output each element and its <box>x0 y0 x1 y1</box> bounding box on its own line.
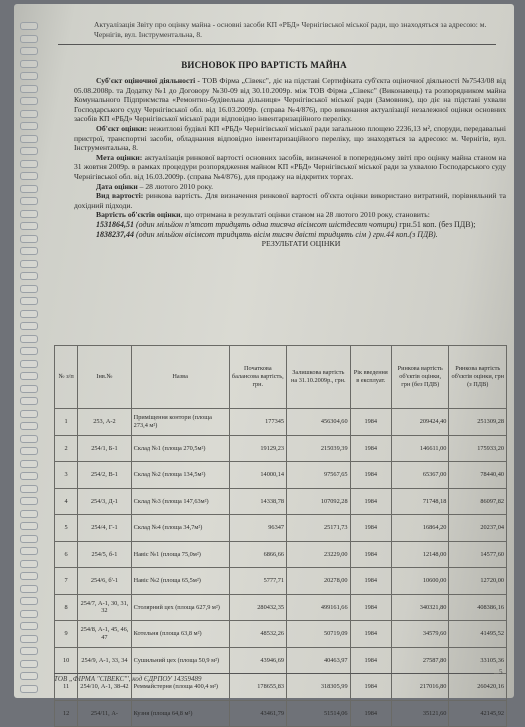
cell-residual: 25171,73 <box>287 515 351 542</box>
spiral-coil <box>20 672 38 680</box>
cell-year: 1984 <box>350 621 391 648</box>
col-header-name: Назва <box>131 346 229 409</box>
cell-num: 12 <box>55 700 78 727</box>
cell-market-vat: 42145,92 <box>449 700 507 727</box>
spiral-coil <box>20 347 38 355</box>
result-paragraph <box>74 210 506 220</box>
sum-with-vat <box>74 230 506 240</box>
col-header-initial-cost: Початкова балансова вартість, грн. <box>229 346 287 409</box>
spiral-coil <box>20 572 38 580</box>
page-number: 5 <box>499 668 503 676</box>
cell-initial-cost: 6866,66 <box>229 541 287 568</box>
cell-market-novat: 34579,60 <box>391 621 449 648</box>
results-table <box>54 345 507 727</box>
spiral-coil <box>20 635 38 643</box>
cell-year: 1984 <box>350 647 391 674</box>
cell-market-novat: 209424,40 <box>391 409 449 436</box>
cell-year: 1984 <box>350 435 391 462</box>
cell-name: Навіс №1 (площа 75,0м²) <box>131 541 229 568</box>
purpose-text: актуалізація ринкової вартості основних засобів, визначеної в попередньому звіті про оцінку майна станом на 31 жовтня 2009р. в рамках процедури розпорядження майном КП «РБД» Чернігівської міської ради за ухвалою Господарського суду Чернігівської обл. від 16.03.2009р. (справа №4/876), для продажу на відкритих торгах. <box>74 152 506 181</box>
spiral-coil <box>20 610 38 618</box>
cell-inv: 253, А-2 <box>78 409 131 436</box>
table-row <box>55 541 507 568</box>
spiral-coil <box>20 72 38 80</box>
cell-residual: 20278,00 <box>287 568 351 595</box>
document-title: ВИСНОВОК ПРО ВАРТІСТЬ МАЙНА <box>181 60 347 70</box>
spiral-coil <box>20 210 38 218</box>
date-paragraph <box>74 182 506 192</box>
cell-initial-cost: 280432,35 <box>229 594 287 621</box>
spiral-coil <box>20 622 38 630</box>
cell-residual: 456304,60 <box>287 409 351 436</box>
cell-market-novat: 71748,18 <box>391 488 449 515</box>
table-row <box>55 700 507 727</box>
cell-year: 1984 <box>350 462 391 489</box>
cell-residual: 215039,39 <box>287 435 351 462</box>
cell-inv: 254/8, А-1, 45, 46, 47 <box>78 621 131 648</box>
spiral-coil <box>20 460 38 468</box>
cell-year: 1984 <box>350 515 391 542</box>
spiral-coil <box>20 285 38 293</box>
cell-initial-cost: 14338,78 <box>229 488 287 515</box>
cell-name: Навіс №2 (площа 65,5м²) <box>131 568 229 595</box>
spiral-coil <box>20 435 38 443</box>
cell-residual: 499161,66 <box>287 594 351 621</box>
spiral-coil <box>20 197 38 205</box>
cell-inv: 254/2, В-1 <box>78 462 131 489</box>
spiral-coil <box>20 485 38 493</box>
spiral-binding <box>14 4 38 698</box>
table-row <box>55 435 507 462</box>
document-body <box>74 76 506 249</box>
cell-name: Склад №4 (площа 34,7м²) <box>131 515 229 542</box>
spiral-coil <box>20 497 38 505</box>
result-text: , що отримана в результаті оцінки станом на 28 лютого 2010 року, становить: <box>180 210 430 220</box>
cell-market-vat: 33105,36 <box>449 647 507 674</box>
cell-market-vat: 12720,00 <box>449 568 507 595</box>
table-row <box>55 488 507 515</box>
col-header-year: Рік введення в експлуат. <box>350 346 391 409</box>
cell-residual: 40463,97 <box>287 647 351 674</box>
spiral-coil <box>20 122 38 130</box>
date-label: Дата оцінки <box>96 181 138 191</box>
cell-market-vat: 175933,20 <box>449 435 507 462</box>
spiral-coil <box>20 97 38 105</box>
sum2-words: (один мільйон вісімсот тридцять вісім тисяч двісті тридцять сім ) грн.44 коп.(з ПДВ). <box>136 229 438 239</box>
cell-initial-cost: 14000,14 <box>229 462 287 489</box>
cell-num: 6 <box>55 541 78 568</box>
cell-market-novat: 35121,60 <box>391 700 449 727</box>
object-label: Об'єкт оцінки: <box>96 123 148 133</box>
sum-without-vat <box>74 220 506 230</box>
table-row <box>55 462 507 489</box>
cell-inv: 254/3, Д-1 <box>78 488 131 515</box>
cell-inv: 254/11, А- <box>78 700 131 727</box>
spiral-coil <box>20 22 38 30</box>
header-divider <box>58 44 496 45</box>
spiral-coil <box>20 135 38 143</box>
cell-market-vat: 86097,82 <box>449 488 507 515</box>
spiral-coil <box>20 685 38 693</box>
cell-year: 1984 <box>350 488 391 515</box>
cell-initial-cost: 43946,69 <box>229 647 287 674</box>
spiral-coil <box>20 85 38 93</box>
cell-num: 5 <box>55 515 78 542</box>
spiral-coil <box>20 110 38 118</box>
spiral-coil <box>20 385 38 393</box>
spiral-coil <box>20 522 38 530</box>
col-header-market-novat: Ринкова вартість об'єктів оцінки, грн (без ПДВ) <box>391 346 449 409</box>
table-header-row <box>55 346 507 409</box>
spiral-coil <box>20 510 38 518</box>
value-type-text: ринкова вартість. Для визначення ринкової вартості об'єкта оцінки використано витратний, порівняльний та дохідний підходи. <box>74 191 506 210</box>
cell-inv: 254/10, А-1, 38-42 <box>78 674 131 701</box>
cell-residual: 97567,65 <box>287 462 351 489</box>
cell-initial-cost: 178655,83 <box>229 674 287 701</box>
page-footer: ТОВ „ФІРМА "СІВЕКС"', код ЄДРПОУ 14359489 <box>54 673 494 683</box>
cell-year: 1984 <box>350 409 391 436</box>
cell-market-novat: 146611,00 <box>391 435 449 462</box>
subject-label: Суб'єкт оціночної діяльності - <box>96 76 200 85</box>
subject-paragraph <box>74 76 506 124</box>
cell-residual: 318305,99 <box>287 674 351 701</box>
cell-initial-cost: 96347 <box>229 515 287 542</box>
cell-name: Котельня (площа 63,8 м²) <box>131 621 229 648</box>
spiral-coil <box>20 222 38 230</box>
spiral-coil <box>20 597 38 605</box>
cell-name: Сушильний цех (площа 50,9 м²) <box>131 647 229 674</box>
cell-name: Столярний цех (площа 627,9 м²) <box>131 594 229 621</box>
spiral-coil <box>20 397 38 405</box>
spiral-coil <box>20 185 38 193</box>
cell-year: 1984 <box>350 700 391 727</box>
spiral-coil <box>20 535 38 543</box>
cell-year: 1984 <box>350 541 391 568</box>
sum1-tail: грн.51 коп. (без ПДВ); <box>399 219 476 229</box>
sum1-words: (один мільйон п'ятсот тридцять одна тисяча вісімсот шістдесят чотири) <box>136 219 398 229</box>
object-text: нежитлові будівлі КП «РБД» Чернігівської міської ради загальною площею 2236,13 м², споруди, передавальні пристрої, транспортні засоби, обладнання відповідно інвентаризаційного переліку, що знаходяться за адресою: м. Чернігів, вул. Інструментальна, 8. <box>74 123 506 153</box>
cell-inv: 254/4, Г-1 <box>78 515 131 542</box>
cell-inv: 254/5, б-1 <box>78 541 131 568</box>
sum2-value: 1838237,44 <box>96 229 134 239</box>
cell-name: Склад №1 (площа 270,5м²) <box>131 435 229 462</box>
spiral-coil <box>20 47 38 55</box>
spiral-coil <box>20 447 38 455</box>
cell-year: 1984 <box>350 568 391 595</box>
spiral-coil <box>20 297 38 305</box>
spiral-coil <box>20 422 38 430</box>
spiral-coil <box>20 172 38 180</box>
cell-name: Склад №3 (площа 147,63м²) <box>131 488 229 515</box>
cell-inv: 254/9, А-1, 33, 34 <box>78 647 131 674</box>
cell-num: 9 <box>55 621 78 648</box>
purpose-label: Мета оцінки: <box>96 152 143 162</box>
value-type-label: Вид вартості: <box>96 191 144 201</box>
cell-market-vat: 408386,16 <box>449 594 507 621</box>
cell-name: Кузня (площа 64,8 м²) <box>131 700 229 727</box>
spiral-coil <box>20 472 38 480</box>
cell-initial-cost: 19129,23 <box>229 435 287 462</box>
table-row <box>55 409 507 436</box>
cell-market-novat: 10600,00 <box>391 568 449 595</box>
object-paragraph <box>74 124 506 153</box>
spiral-coil <box>20 272 38 280</box>
cell-num: 10 <box>55 647 78 674</box>
col-header-residual: Залишкова вартість на 31.10.2009р., грн. <box>287 346 351 409</box>
cell-market-vat: 251309,28 <box>449 409 507 436</box>
cell-initial-cost: 43461,79 <box>229 700 287 727</box>
cell-market-novat: 65367,00 <box>391 462 449 489</box>
spiral-coil <box>20 560 38 568</box>
table-row <box>55 594 507 621</box>
subject-text: ТОВ Фірма „Сівекс", діє на підставі Сертифіката суб'єкта оціночної діяльності №7543/08 від 05.08.2008р. та Додатку №1 до Договору №30-09 від 30.10.2009р. між ТОВ Фірма „Сівекс" (Виконавець) та розпорядником майна Комунального Підприємства «Ремонтно-будівельна дільниця» Чернігівської міської ради (Замовник), що діє на підставі ухвали Господарського суду Чернігівської обл. від 16.03.2009р. (справа №4/876), про виконання актуалізації незалежної оцінки основних засобів КП «РБД» Чернігівської міської ради відповідно інвентаризаційного переліку. <box>74 76 506 124</box>
cell-residual: 107092,28 <box>287 488 351 515</box>
cell-initial-cost: 48532,26 <box>229 621 287 648</box>
cell-num: 2 <box>55 435 78 462</box>
cell-market-novat: 340321,80 <box>391 594 449 621</box>
cell-inv: 254/1, Б-1 <box>78 435 131 462</box>
purpose-paragraph <box>74 153 506 182</box>
spiral-coil <box>20 585 38 593</box>
cell-num: 8 <box>55 594 78 621</box>
spiral-coil <box>20 310 38 318</box>
cell-name: Реммайстерня (площа 400,4 м²) <box>131 674 229 701</box>
cell-market-novat: 12148,00 <box>391 541 449 568</box>
cell-num: 3 <box>55 462 78 489</box>
spiral-coil <box>20 235 38 243</box>
spiral-coil <box>20 160 38 168</box>
cell-market-vat: 20237,04 <box>449 515 507 542</box>
spiral-coil <box>20 260 38 268</box>
value-type-paragraph <box>74 191 506 210</box>
cell-inv: 254/6, б'-1 <box>78 568 131 595</box>
table-row <box>55 568 507 595</box>
cell-market-novat: 16864,20 <box>391 515 449 542</box>
cell-num: 1 <box>55 409 78 436</box>
cell-market-novat: 27587,80 <box>391 647 449 674</box>
cell-residual: 23229,00 <box>287 541 351 568</box>
cell-residual: 50719,09 <box>287 621 351 648</box>
result-label: Вартість об'єктів оцінки <box>96 210 181 220</box>
col-header-market-vat: Ринкова вартість об'єктів оцінки, грн (з ПДВ) <box>449 346 507 409</box>
cell-num: 11 <box>55 674 78 701</box>
cell-residual: 51514,06 <box>287 700 351 727</box>
cell-initial-cost: 177345 <box>229 409 287 436</box>
cell-initial-cost: 5777,71 <box>229 568 287 595</box>
cell-num: 4 <box>55 488 78 515</box>
col-header-inv: Інв.№ <box>78 346 131 409</box>
results-table-title: РЕЗУЛЬТАТИ ОЦІНКИ <box>261 239 341 249</box>
cell-inv: 254/7, А-1, 30, 31, 32 <box>78 594 131 621</box>
cell-year: 1984 <box>350 594 391 621</box>
spiral-coil <box>20 360 38 368</box>
cell-name: Склад №2 (площа 134,5м²) <box>131 462 229 489</box>
table-row <box>55 515 507 542</box>
table-row <box>55 621 507 648</box>
date-text: – 28 лютого 2010 року. <box>139 181 214 191</box>
cell-market-novat: 217016,80 <box>391 674 449 701</box>
cell-market-vat: 260420,16 <box>449 674 507 701</box>
document-page <box>14 4 514 717</box>
spiral-coil <box>20 335 38 343</box>
spiral-coil <box>20 147 38 155</box>
cell-market-vat: 41495,52 <box>449 621 507 648</box>
cell-year: 1984 <box>350 674 391 701</box>
spiral-coil <box>20 547 38 555</box>
table-row <box>55 647 507 674</box>
sum1-value: 1531864,51 <box>96 219 134 229</box>
page-header: Актуалізація Звіту про оцінку майна - основні засоби КП «РБД» Чернігівської міської ради, що знаходяться за адресою: м. Чернігів, вул. Інструментальна, 8. <box>94 20 487 39</box>
spiral-coil <box>20 322 38 330</box>
col-header-num: № з/п <box>55 346 78 409</box>
spiral-coil <box>20 410 38 418</box>
spiral-coil <box>20 247 38 255</box>
spiral-coil <box>20 372 38 380</box>
spiral-coil <box>20 647 38 655</box>
cell-market-vat: 14577,60 <box>449 541 507 568</box>
cell-name: Приміщення контори (площа 273,4 м²) <box>131 409 229 436</box>
cell-num: 7 <box>55 568 78 595</box>
cell-market-vat: 78440,40 <box>449 462 507 489</box>
spiral-coil <box>20 660 38 668</box>
spiral-coil <box>20 35 38 43</box>
